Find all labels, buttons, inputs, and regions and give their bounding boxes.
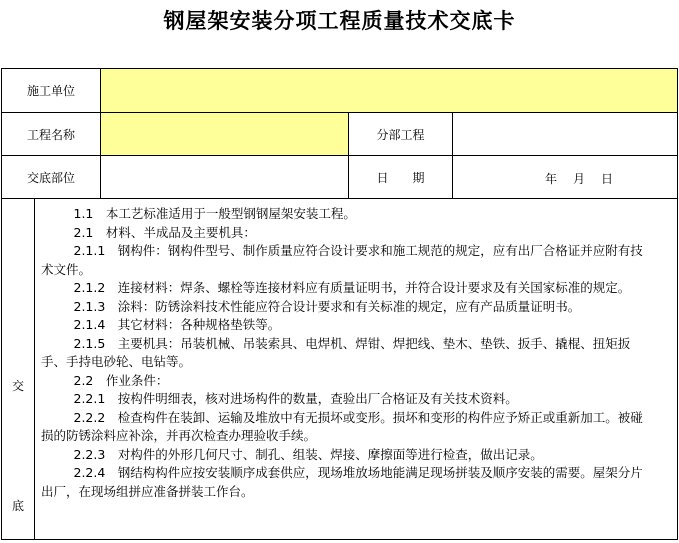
- content-paragraph: 2.2.3 对构件的外形几何尺寸、制孔、组装、焊接、摩擦面等进行检查，做出记录。: [73, 446, 543, 462]
- side-label-char: 底: [11, 499, 24, 513]
- content-paragraph: 2.2.2 检查构件在装卸、运输及堆放中有无损坏或变形。损坏和变形的构件应予矫正或重新加工。被碰损的防锈涂料应补涂，并再次检查办理验收手续。: [41, 409, 643, 443]
- content-paragraph: 2.2.4 钢结构构件应按安装顺序成套供应，现场堆放场地能满足现场拼装及顺序安装的需要。屋架分片出厂，在现场组拼应准备拼装工作台。: [41, 465, 643, 499]
- handover-part-field[interactable]: [101, 156, 349, 199]
- date-field[interactable]: [453, 156, 678, 199]
- content-row: [2, 199, 678, 540]
- content-paragraph: 2.1.1 钢构件：钢构件型号、制作质量应符合设计要求和施工规范的规定，应有出厂合格证并应附有技术文件。: [41, 243, 643, 277]
- project-name-field[interactable]: [101, 113, 349, 156]
- content-paragraph: 2.1.2 连接材料：焊条、螺栓等连接材料应有质量证明书，并符合设计要求及有关国家标准的规定。: [73, 280, 631, 295]
- date-label: 日 期: [349, 156, 453, 199]
- subproject-label: 分部工程: [349, 113, 453, 156]
- handover-form: [1, 68, 678, 540]
- content-paragraph: 2.1.5 主要机具：吊装机械、吊装索具、电焊机、焊钳、焊把线、垫木、垫铁、扳手、撬棍、扭矩扳手、手持电砂轮、电钻等。: [41, 335, 631, 369]
- date-value: 年 月 日: [545, 172, 616, 186]
- content-paragraph: 2.1.4 其它材料：各种规格垫铁等。: [73, 317, 281, 332]
- content-paragraph: 2.1 材料、半成品及主要机具：: [73, 224, 256, 240]
- project-name-label: 工程名称: [2, 113, 101, 156]
- handover-content: [35, 199, 677, 539]
- subproject-field[interactable]: [453, 113, 678, 156]
- content-text-block: [35, 199, 677, 501]
- side-label-char: 交: [11, 379, 24, 393]
- content-paragraph: 1.1 本工艺标准适用于一般型钢钢屋架安装工程。: [73, 206, 356, 221]
- side-label-cell: [2, 199, 35, 539]
- construction-unit-field[interactable]: [101, 69, 678, 113]
- content-paragraph: 2.2 作业条件：: [73, 372, 169, 388]
- construction-unit-label: 施工单位: [2, 69, 101, 113]
- handover-part-label: 交底部位: [2, 156, 101, 199]
- content-paragraph: 2.2.1 按构件明细表，核对进场构件的数量，查验出厂合格证及有关技术资料。: [73, 391, 518, 406]
- content-paragraph: 2.1.3 涂料：防锈涂料技术性能应符合设计要求和有关标准的规定，应有产品质量证明书。: [73, 298, 581, 314]
- page-title: 钢屋架安装分项工程质量技术交底卡: [163, 8, 516, 33]
